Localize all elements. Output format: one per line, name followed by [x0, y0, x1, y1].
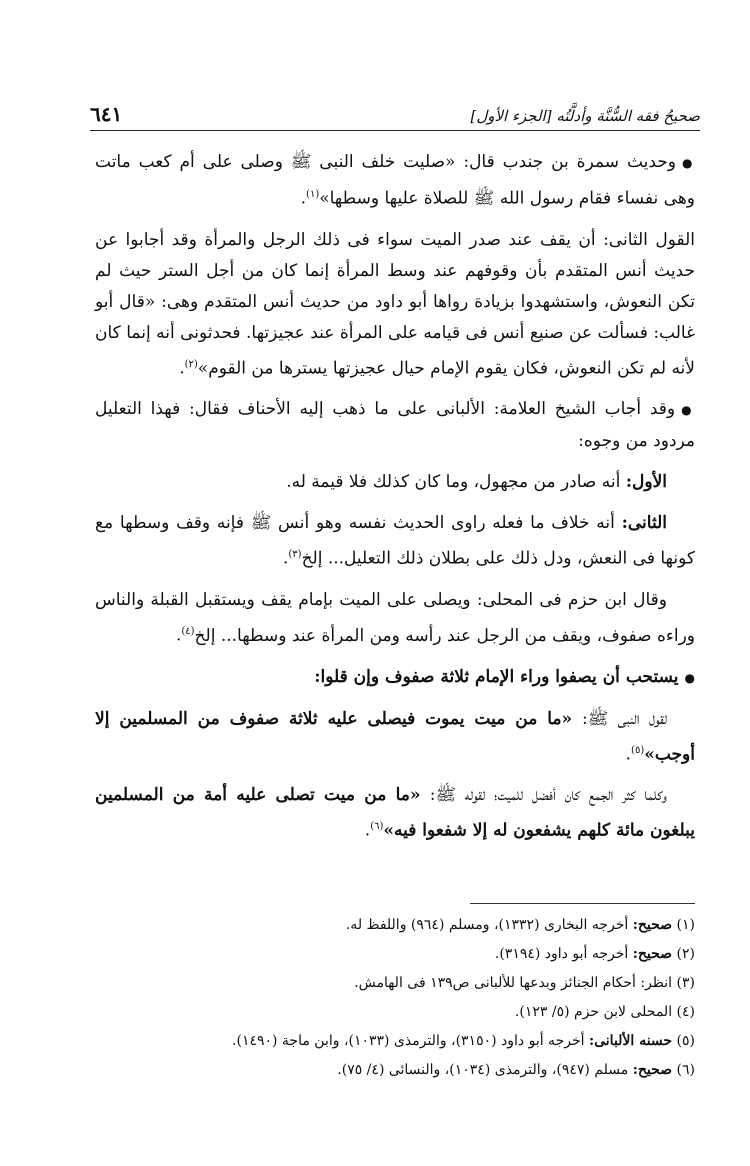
paragraph: الثانى: أنه خلاف ما فعله راوى الحديث نفسه وهو أنس ﷺ فإنه وقف وسطها مع كونها فى النعش، ودل ذلك على بطلان ذلك التعليل... إلخ$^{(٣)}$.	[95, 513, 695, 569]
page-header	[90, 96, 700, 131]
footnote-ref: (٣)	[288, 549, 302, 561]
footnote-item: (٥) حسنه الألبانى: أخرجه أبو داود (٣١٥٠)، والترمذى (١٠٣٣)، وابن ماجة (١٤٩٠).	[232, 1033, 695, 1049]
paragraph: ●وحديث سمرة بن جندب قال: «صليت خلف النبى ﷺ وصلى على أم كعب ماتت وهى نفساء فقام رسول الله ﷺ للصلاة عليها وسطها»$^{(١)}$.	[95, 152, 695, 209]
paragraph: وقال ابن حزم فى المحلى: ويصلى على الميت بإمام يقف ويستقبل القبلة والناس وراءه صفوف، ويقف من الرجل عند رأسه ومن المرأة عند وسطها... إلخ$^{(٤)}$.	[95, 589, 695, 646]
footnote-ref: (٦)	[370, 821, 384, 833]
footnote-item: (١) صحيح: أخرجه البخارى (١٣٣٢)، ومسلم (٩٦٤) واللفظ له.	[345, 917, 695, 933]
paragraph	[95, 662, 695, 694]
paragraph-lead: الأول:	[625, 472, 667, 493]
bullet-icon: ●	[684, 670, 695, 685]
bullet-icon: ●	[682, 156, 695, 170]
paragraph-lead: لقول النبى ﷺ:	[582, 708, 667, 729]
footnotes	[95, 911, 695, 1085]
footnote-item: (٦) صحيح: مسلم (٩٤٧)، والترمذى (١٠٣٤)، والنسائى (٤/ ٧٥).	[337, 1062, 695, 1078]
footnote-ref: (١)	[306, 189, 320, 200]
footnote-item: (٤) المحلى لابن حزم (٥/ ١٢٣).	[514, 1004, 695, 1020]
footnote-ref: (٥)	[631, 744, 645, 756]
footnote-item: (٣) انظر: أحكام الجنائز وبدعها للألبانى ص١٣٩ فى الهامش.	[354, 975, 695, 991]
paragraph: وكلما كثر الجمع كان أفضل للميت؛ لقوله ﷺ: «ما من ميت تصلى عليه أمة من المسلمين يبلغون مائة كلهم يشفعون له إلا شفعوا فيه»$^{(٦)}$.	[95, 785, 695, 841]
paragraph: الأول: أنه صادر من مجهول، وما كان كذلك فلا قيمة له.	[286, 472, 667, 493]
footnote-ref: (٢)	[184, 358, 198, 370]
book-title: صحيحُ فقه السُّنَّة وأدلَّتُه [الجزء الأول]	[470, 107, 700, 125]
main-text	[95, 147, 695, 857]
paragraph: ●وقد أجاب الشيخ العلامة: الألبانى على ما ذهب إليه الأحناف فقال: فهذا التعليل مردود من وجوه:	[95, 399, 695, 452]
page-number: ٦٤١	[90, 102, 123, 126]
section-heading: يستحب أن يصفوا وراء الإمام ثلاثة صفوف وإن قلوا:	[314, 666, 679, 687]
paragraph-lead: وكلما كثر الجمع كان أفضل للميت؛ لقوله ﷺ:	[429, 785, 667, 806]
footnote-ref: (٤)	[181, 625, 195, 637]
footnote-item: (٢) صحيح: أخرجه أبو داود (٣١٩٤).	[494, 946, 695, 962]
footnote-divider	[470, 903, 695, 904]
paragraph: القول الثانى: أن يقف عند صدر الميت سواء فى ذلك الرجل والمرأة وقد أجابوا عن حديث أنس المتقدم بأن وقوفهم عند وسط المرأة إنما كان من أجل الستر حيث لم تكن النعوش، واستشهدوا بزيادة رواها أبو داود من حديث أنس المتقدم وهى: «قال أبو غالب: فسألت عن صنيع أنس فى قيامه على المرأة عند عجيزتها. فحدثونى أنه إنما كان لأنه لم تكن النعوش، فكان يقوم الإمام حيال عجيزتها يسترها من القوم»$^{(٢)}$.	[95, 229, 695, 379]
paragraph: لقول النبى ﷺ: «ما من ميت يموت فيصلى عليه ثلاثة صفوف من المسلمين إلا أوجب»$^{(٥)}$.	[95, 708, 695, 765]
bullet-icon: ●	[681, 403, 695, 418]
paragraph-lead: الثانى:	[621, 513, 667, 534]
